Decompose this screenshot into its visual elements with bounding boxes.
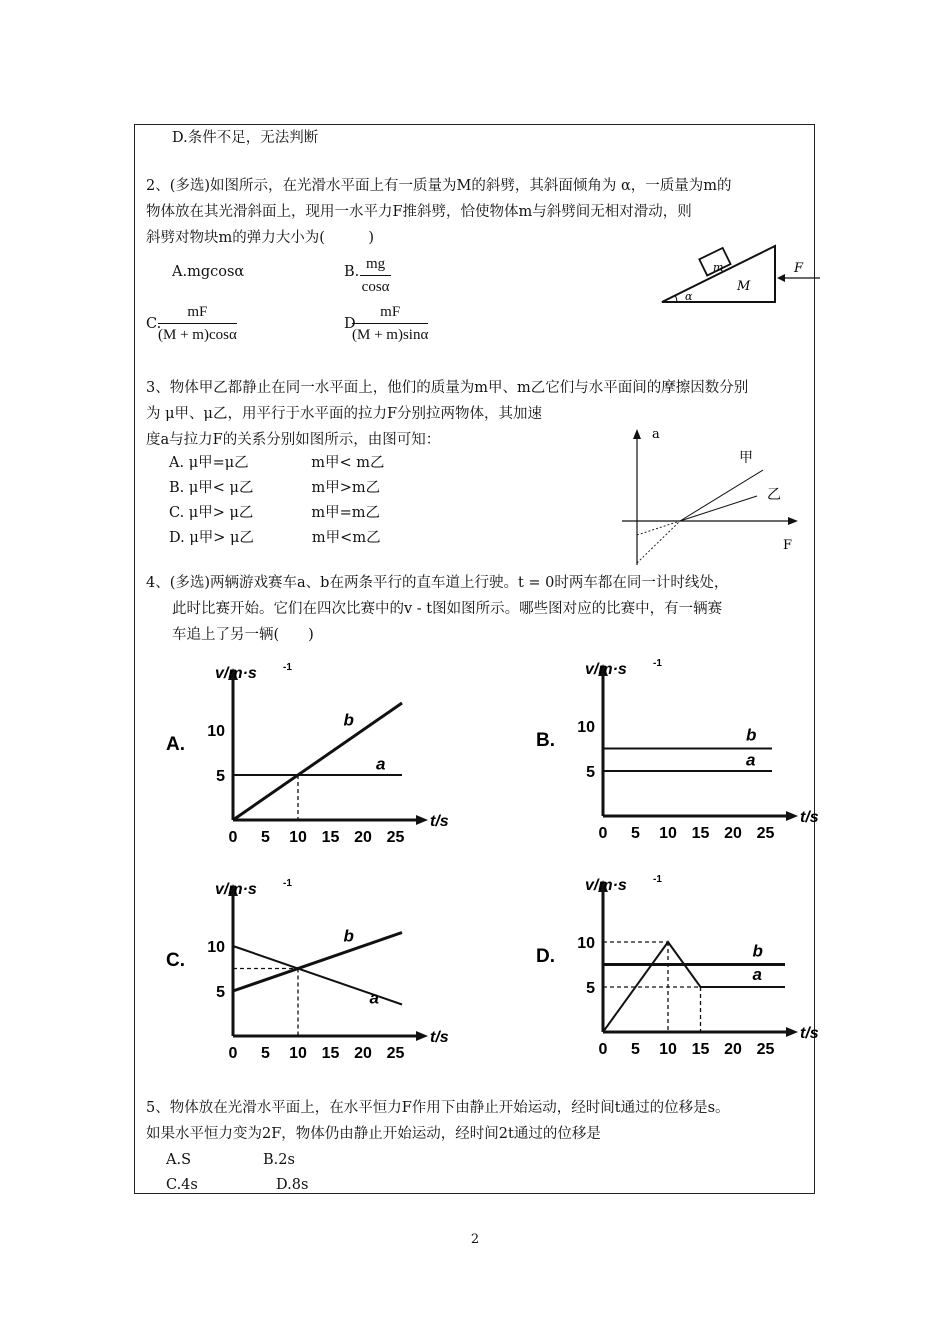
y-tick-label: 10: [207, 939, 225, 956]
page-number: 2: [470, 1232, 480, 1247]
x-tick-label: 15: [321, 1045, 340, 1062]
angle-arc: [675, 295, 677, 302]
x-tick-label: 25: [386, 1045, 405, 1062]
v-axis-label-exponent: -1: [653, 658, 662, 669]
x-tick-label: 0: [598, 825, 608, 842]
t-axis-arrowhead: [416, 815, 428, 825]
series-b-label: b: [343, 710, 354, 730]
q2-line2: 物体放在其光滑斜面上，现用一水平力F推斜劈，恰使物体m与斜劈间无相对滑动，则: [146, 204, 692, 220]
q2-option-c-denominator: (M + m)cosα: [158, 327, 237, 343]
panel-label: A.: [166, 734, 185, 755]
series-b-line: [233, 933, 402, 992]
series-b-label: b: [752, 941, 763, 961]
panel-label: B.: [536, 730, 555, 751]
x-tick-label: 25: [756, 825, 775, 842]
series-jia-label: 甲: [739, 450, 753, 466]
q2-option-d-label: D: [344, 316, 356, 332]
x-tick-label: 5: [261, 829, 270, 846]
y-tick-label: 5: [216, 768, 225, 785]
v-axis-label-exponent: -1: [283, 662, 292, 673]
x-tick-label: 20: [724, 825, 742, 842]
series-b-label: b: [746, 725, 757, 745]
v-axis-label: v/m·s: [585, 661, 627, 678]
force-arrowhead: [777, 274, 785, 282]
vt-graph-C: [160, 876, 450, 1066]
x-tick-label: 20: [354, 829, 372, 846]
v-axis-label: v/m·s: [215, 665, 257, 682]
q5-line2: 如果水平恒力变为2F，物体仍由静止开始运动，经时间2t通过的位移是: [146, 1126, 601, 1142]
q2-option-c-label: C.: [146, 316, 162, 332]
v-axis-label: v/m·s: [585, 877, 627, 894]
series-yi-extension: [637, 521, 680, 535]
q2-option-d-fraction: [352, 304, 428, 344]
y-tick-label: 10: [207, 723, 225, 740]
x-tick-label: 25: [756, 1041, 775, 1058]
q4-line1: 4、(多选)两辆游戏赛车a、b在两条平行的直车道上行驶。t = 0时两车都在同一计时线处，: [146, 575, 729, 591]
q3-option-c: C. μ甲> μ乙 m甲=m乙: [169, 505, 381, 521]
t-axis-label: t/s: [430, 1029, 449, 1046]
vt-graph-D: [530, 872, 820, 1062]
block-m-label: m: [713, 261, 724, 274]
q5-line1: 5、物体放在光滑水平面上，在水平恒力F作用下由静止开始运动，经时间t通过的位移是s。: [146, 1100, 730, 1116]
x-tick-label: 5: [631, 1041, 640, 1058]
q3-option-b: B. μ甲< μ乙 m甲>m乙: [169, 480, 381, 496]
series-yi-line: [680, 496, 757, 521]
series-a-label: a: [752, 964, 762, 984]
t-axis-label: t/s: [800, 1025, 819, 1042]
x-tick-label: 0: [228, 1045, 238, 1062]
q3-line1: 3、物体甲乙都静止在同一水平面上，他们的质量为m甲、m乙它们与水平面间的摩擦因数分别: [146, 380, 749, 396]
q3-line2: 为 μ甲、μ乙，用平行于水平面的拉力F分别拉两物体，其加速: [146, 406, 543, 422]
wedge-diagram: [655, 238, 825, 308]
t-axis-arrowhead: [416, 1031, 428, 1041]
x-tick-label: 25: [386, 829, 405, 846]
series-jia-line: [680, 470, 763, 521]
vt-graph-A: [160, 660, 450, 850]
x-tick-label: 5: [631, 825, 640, 842]
q2-option-a: A.mgcosα: [172, 264, 245, 280]
q3-line3: 度a与拉力F的关系分别如图所示，由图可知：: [146, 432, 441, 448]
series-a-label: a: [746, 750, 756, 770]
x-tick-label: 0: [598, 1041, 608, 1058]
q2-option-b-denominator: cosα: [361, 279, 390, 295]
x-tick-label: 15: [691, 1041, 710, 1058]
t-axis-label: t/s: [800, 809, 819, 826]
q2-line1: 2、(多选)如图所示，在光滑水平面上有一质量为M的斜劈，其斜面倾角为 α，一质量为m的: [146, 178, 732, 194]
q2-line3: 斜劈对物块m的弹力大小为( ): [146, 230, 375, 246]
series-b-label: b: [343, 926, 354, 946]
v-axis-label: v/m·s: [215, 881, 257, 898]
y-tick-label: 5: [586, 980, 595, 997]
x-tick-label: 10: [659, 825, 677, 842]
q2-option-c-numerator: mF: [158, 304, 237, 324]
q5-option-a: A.S: [166, 1152, 192, 1168]
q2-option-b-label: B.: [344, 264, 360, 280]
series-a-label: a: [369, 988, 379, 1008]
q2-option-c-fraction: [158, 304, 237, 344]
a-F-graph: [620, 425, 805, 555]
q4-line2: 此时比赛开始。它们在四次比赛中的v - t图如图所示。哪些图对应的比赛中，有一辆赛: [172, 601, 723, 617]
x-tick-label: 10: [289, 1045, 307, 1062]
x-tick-label: 10: [659, 1041, 677, 1058]
y-tick-label: 5: [216, 984, 225, 1001]
x-tick-label: 20: [724, 1041, 742, 1058]
q4-line3: 车追上了另一辆( ): [172, 627, 314, 643]
y-tick-label: 5: [586, 764, 595, 781]
x-tick-label: 10: [289, 829, 307, 846]
panel-label: D.: [536, 946, 555, 967]
t-axis-arrowhead: [786, 811, 798, 821]
panel-label: C.: [166, 950, 185, 971]
q5-option-c: C.4s: [166, 1177, 198, 1193]
vt-graph-B: [530, 656, 820, 846]
q5-option-d: D.8s: [276, 1177, 309, 1193]
q2-option-d-numerator: mF: [352, 304, 428, 324]
q3-option-a: A. μ甲=μ乙 m甲< m乙: [169, 455, 385, 471]
series-a-label: a: [376, 754, 386, 774]
y-tick-label: 10: [577, 935, 595, 952]
force-F-label: F: [794, 261, 804, 276]
v-axis-label-exponent: -1: [653, 874, 662, 885]
x-tick-label: 15: [321, 829, 340, 846]
x-tick-label: 15: [691, 825, 710, 842]
a-axis-label: a: [652, 427, 660, 442]
angle-alpha-label: α: [685, 290, 693, 303]
q5-option-b: B.2s: [263, 1152, 295, 1168]
series-yi-label: 乙: [767, 487, 781, 503]
a-axis-arrowhead: [633, 429, 641, 439]
x-tick-label: 5: [261, 1045, 270, 1062]
t-axis-arrowhead: [786, 1027, 798, 1037]
t-axis-label: t/s: [430, 813, 449, 830]
q2-option-d-denominator: (M + m)sinα: [352, 327, 429, 343]
x-tick-label: 0: [228, 829, 238, 846]
q1-option-d: D.条件不足，无法判断: [172, 130, 319, 146]
F-axis-arrowhead: [788, 517, 798, 525]
x-tick-label: 20: [354, 1045, 372, 1062]
F-axis-label: F: [783, 538, 793, 553]
wedge-M-label: M: [737, 279, 751, 294]
q2-option-b-fraction: [360, 256, 391, 296]
q2-option-b-numerator: mg: [360, 256, 391, 276]
y-tick-label: 10: [577, 719, 595, 736]
q3-option-d: D. μ甲> μ乙 m甲<m乙: [169, 530, 381, 546]
v-axis-label-exponent: -1: [283, 878, 292, 889]
